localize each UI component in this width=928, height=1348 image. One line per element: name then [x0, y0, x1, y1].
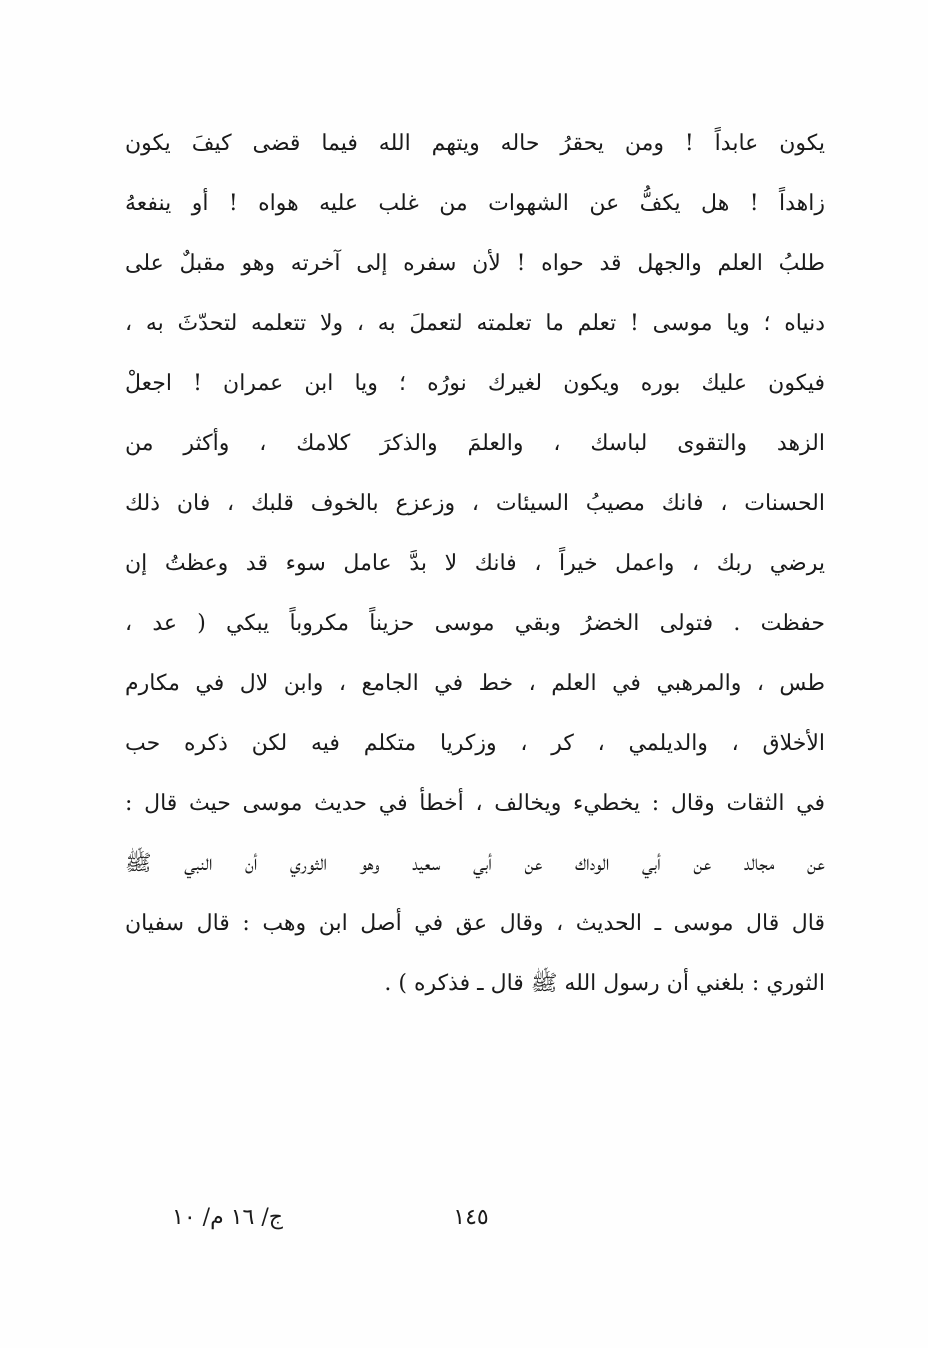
- text-line-13: عن مجالد عن أبي الوداك عن أبي سعيد وهو الثوري أن النبي ﷺ: [125, 851, 825, 876]
- volume-signature: ج/ ١٦ م/ ١٠: [172, 1205, 283, 1230]
- text-line-9: حفظت . فتولى الخضرُ وبقي موسى حزيناً مكروباً يبكي ( عد ،: [125, 611, 825, 636]
- page-footer: [0, 1205, 928, 1245]
- text-line-1: يكون عابداً ! ومن يحقرُ حاله ويتهم الله فيما قضى كيفَ يكون: [125, 131, 825, 156]
- text-line-2: زاهداً ! هل يكفُّ عن الشهوات من غلب عليه هواه ! أو ينفعهُ: [125, 191, 825, 216]
- text-line-3: طلبُ العلم والجهل قد حواه ! لأن سفره إلى آخرته وهو مقبلٌ على: [125, 251, 825, 276]
- text-line-4: دنياه ؛ ويا موسى ! تعلم ما تعلمته لتعملَ به ، ولا تتعلمه لتحدّثَ به ،: [125, 311, 825, 336]
- text-line-7: الحسنات ، فانك مصيبُ السيئات ، وزعزع بالخوف قلبك ، فان ذلك: [125, 491, 825, 516]
- text-line-10: طس ، والمرهبي في العلم ، خط في الجامع ، وابن لال في مكارم: [125, 671, 825, 696]
- text-line-12: في الثقات وقال : يخطيء ويخالف ، أخطأ في حديث موسى حيث قال :: [125, 791, 825, 816]
- text-line-5: فيكون عليك بوره ويكون لغيرك نورُه ؛ ويا ابن عمران ! اجعلْ: [125, 371, 825, 396]
- text-line-14: قال قال موسى ـ الحديث ، وقال عق في أصل ابن وهب : قال سفيان: [125, 911, 825, 936]
- text-line-6: الزهد والتقوى لباسك ، والعلمَ والذكرَ كلامك ، وأكثر من: [125, 431, 825, 456]
- page-number: ١٤٥: [453, 1205, 489, 1230]
- body-text: [125, 114, 825, 1014]
- text-line-15: الثوري : بلغني أن رسول الله ﷺ قال ـ فذكره ) .: [384, 971, 825, 996]
- text-line-8: يرضي ربك ، واعمل خيراً ، فانك لا بدَّ عامل سوء قد وعظتُ إن: [125, 551, 825, 576]
- text-line-11: الأخلاق ، والديلمي ، كر ، وزكريا متكلم فيه لكن ذكره حب: [125, 731, 825, 756]
